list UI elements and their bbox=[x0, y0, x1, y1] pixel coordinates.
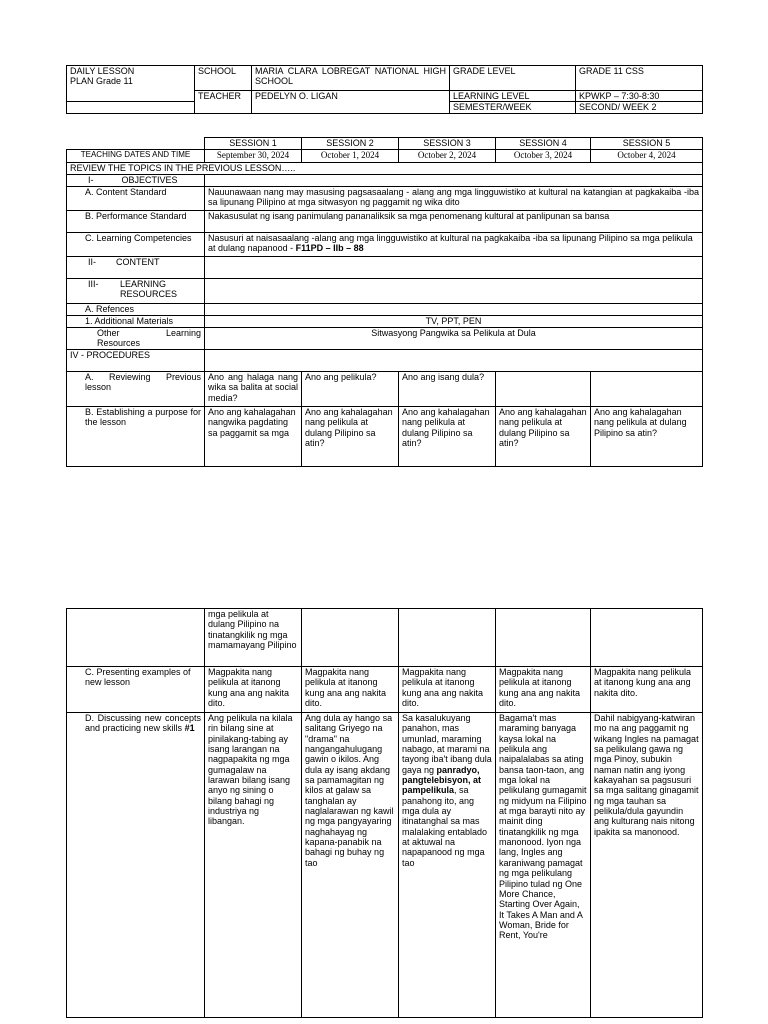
header-table bbox=[66, 65, 703, 114]
refences-label: A. Refences bbox=[67, 304, 205, 316]
lesson-plan-title bbox=[67, 66, 195, 102]
learning-level-label: LEARNING LEVEL bbox=[450, 91, 576, 102]
content-heading bbox=[67, 257, 205, 279]
objectives-num: I- bbox=[88, 175, 94, 185]
objectives-label: OBJECTIVES bbox=[121, 175, 178, 185]
other-resources-label: Other Learning Resources bbox=[67, 328, 205, 350]
lesson-table-page-2 bbox=[66, 608, 703, 1018]
procedures-heading: IV - PROCEDURES bbox=[67, 350, 205, 372]
establishing-label: B. Establishing a purpose for the lesson bbox=[67, 407, 205, 467]
discussing-3-post: , sa panahong ito, ang mga dula ay itinatanghal sa mas malalaking entablado at aktuwal na napapanood ng mga tao bbox=[402, 785, 488, 868]
establishing-session-4: Ano ang kahalagahan nang pelikula at dulang Pilipino sa atin? bbox=[496, 407, 591, 467]
discussing-session-5: Dahil nabigyang-katwiran mo na ang paggamit ng wikang Ingles na pamagat sa pelikulang gawa ng mga Pinoy, subukin naman natin ang iyong kakayahan sa pagsusuri sa mga salitang ginagamit ng mga tauhan sa pelikula/dula gayundin ang kulturang nais nitong ipakita sa manonood. bbox=[591, 713, 703, 1018]
lesson-table-page-1 bbox=[66, 137, 703, 467]
competencies-label: C. Learning Competencies bbox=[67, 233, 205, 257]
session-5-date: October 4, 2024 bbox=[591, 150, 703, 163]
session-2-label: SESSION 2 bbox=[302, 138, 399, 150]
reviewing-session-1: Ano ang halaga nang wika sa balita at social media? bbox=[205, 372, 302, 407]
competencies-code: F11PD – IIb – 88 bbox=[295, 243, 364, 254]
content-label: CONTENT bbox=[116, 257, 160, 267]
establishing-continued-session-5 bbox=[591, 609, 703, 667]
presenting-session-3: Magpakita nang pelikula at itanong kung ana ang nakita dito. bbox=[399, 667, 496, 713]
discussing-num: #1 bbox=[184, 723, 195, 734]
reviewing-label: A. Reviewing Previous lesson bbox=[67, 372, 205, 407]
discussing-session-4: Bagama't mas maraming banyaga kaysa lokal na pelikula ang naipalalabas sa ating bansa taon-taon, ang mga lokal na pelikulang gumagamit ng midyum na Filipino at mga barayti nito ay mainit ding tinatangkilik ng mga manonood. Iyon nga lang, Ingles ang karaniwang pamagat ng mga pelikulang Pilipino tulad ng One More Chance, Starting Over Again, It Takes A Man and A Woman, Bride for Rent, You're bbox=[496, 713, 591, 1018]
discussing-session-2: Ang dula ay hango sa salitang Griyego na "drama" na nangangahulugang gawin o ikilos. Ang dula ay isang akdang sa pamamagitan ng kilos at galaw sa tanghalan ay naglalarawan ng kawil ng mga pangyayaring naghahayag ng kapana-panabik na bahagi ng buhay ng tao bbox=[302, 713, 399, 1018]
competencies-body: Nasusuri at naisasaalang -alang ang mga lingguwistiko at kultural na pagkakaiba -iba sa lipunang Pilipino sa mga pelikula at dulang napanood - bbox=[208, 233, 693, 254]
session-3-label: SESSION 3 bbox=[399, 138, 496, 150]
resources-label: LEARNING RESOURCES bbox=[120, 279, 178, 300]
refences-blank bbox=[205, 304, 703, 316]
establishing-session-5: Ano ang kahalagahan nang pelikula at dulang Pilipino sa atin? bbox=[591, 407, 703, 467]
session-2-date: October 1, 2024 bbox=[302, 150, 399, 163]
resources-blank bbox=[205, 279, 703, 304]
session-4-date: October 3, 2024 bbox=[496, 150, 591, 163]
dates-row bbox=[67, 150, 703, 163]
plan-grade-label: PLAN Grade 11 bbox=[70, 76, 133, 87]
establishing-continued-session-4 bbox=[496, 609, 591, 667]
learning-level-value: KPWKP – 7:30-8:30 bbox=[576, 91, 703, 102]
content-standard-text: Nauunawaan nang may masusing pagsasaalang - alang ang mga lingguwistiko at kultural na katangian at pagkakaiba -iba sa lipunang Pilipino at mga sitwasyon ng paggamit ng wika dito bbox=[205, 187, 703, 211]
grade-level-label: GRADE LEVEL bbox=[450, 66, 576, 91]
reviewing-session-2: Ano ang pelikula? bbox=[302, 372, 399, 407]
teacher-value: PEDELYN O. LIGAN bbox=[252, 91, 450, 114]
semester-label: SEMESTER/WEEK bbox=[450, 102, 576, 113]
empty-corner bbox=[67, 138, 205, 150]
competencies-text bbox=[205, 233, 703, 257]
reviewing-session-5 bbox=[591, 372, 703, 407]
school-value: MARIA CLARA LOBREGAT NATIONAL HIGH SCHOOL bbox=[252, 66, 450, 91]
presenting-session-5: Magpakita nang pelikula at itanong kung ana ang nakita dito. bbox=[591, 667, 703, 713]
establishing-session-1: Ano ang kahalagahan nangwika pagdating sa paggamit sa mga bbox=[205, 407, 302, 467]
content-num: II- bbox=[88, 257, 96, 267]
content-standard-label: A. Content Standard bbox=[67, 187, 205, 211]
grade-level-value: GRADE 11 CSS bbox=[576, 66, 703, 91]
objectives-heading bbox=[67, 175, 205, 187]
discussing-label bbox=[67, 713, 205, 1018]
session-5-label: SESSION 5 bbox=[591, 138, 703, 150]
reviewing-session-4 bbox=[496, 372, 591, 407]
discussing-label-text: D. Discussing new concepts and practicing new skills bbox=[85, 713, 201, 734]
review-topics: REVIEW THE TOPICS IN THE PREVIOUS LESSON….. bbox=[67, 163, 703, 175]
performance-standard-text: Nakasusulat ng isang panimulang pananaliksik sa mga penomenang kultural at panlipunan sa bansa bbox=[205, 211, 703, 233]
header-blank-cell bbox=[67, 102, 195, 113]
other-resources-value: Sitwasyong Pangwika sa Pelikula at Dula bbox=[205, 328, 703, 350]
presenting-label: C. Presenting examples of new lesson bbox=[67, 667, 205, 713]
reviewing-session-3: Ano ang isang dula? bbox=[399, 372, 496, 407]
discussing-3-bold: panradyo, pangtelebisyon, at pampelikula bbox=[402, 764, 482, 796]
establishing-continued-session-1: mga pelikula at dulang Pilipino na tinatangkilik ng mga mamamayang Pilipino bbox=[205, 609, 302, 667]
discussing-3-pre: Sa kasalukuyang panahon, mas umunlad, maraming nabago, at marami na tayong iba't ibang dula gaya ng bbox=[402, 713, 492, 775]
establishing-continued-session-3 bbox=[399, 609, 496, 667]
objectives-blank bbox=[205, 175, 703, 187]
establishing-continued-label bbox=[67, 609, 205, 667]
discussing-session-1: Ang pelikula na kilala rin bilang sine at pinilakang-tabing ay isang larangan na nagpapakita ng mga gumagalaw na larawan bilang isang anyo ng sining o bilang bahagi ng industriya ng libangan. bbox=[205, 713, 302, 1018]
establishing-continued-session-2 bbox=[302, 609, 399, 667]
resources-num: III- bbox=[88, 279, 99, 289]
performance-standard-label: B. Performance Standard bbox=[67, 211, 205, 233]
semester-value: SECOND/ WEEK 2 bbox=[576, 102, 703, 113]
procedures-blank bbox=[205, 350, 703, 372]
teaching-dates-label: TEACHING DATES AND TIME bbox=[67, 150, 205, 163]
presenting-session-4: Magpakita nang pelikula at itanong kung ana ang nakita dito. bbox=[496, 667, 591, 713]
session-3-date: October 2, 2024 bbox=[399, 150, 496, 163]
school-label: SCHOOL bbox=[195, 66, 252, 91]
establishing-session-2: Ano ang kahalagahan nang pelikula at dulang Pilipino sa atin? bbox=[302, 407, 399, 467]
discussing-session-3 bbox=[399, 713, 496, 1018]
resources-heading bbox=[67, 279, 205, 304]
additional-materials-value: TV, PPT, PEN bbox=[205, 316, 703, 328]
content-blank bbox=[205, 257, 703, 279]
session-row bbox=[67, 138, 703, 150]
session-1-label: SESSION 1 bbox=[205, 138, 302, 150]
session-1-date: September 30, 2024 bbox=[205, 150, 302, 163]
presenting-session-1: Magpakita nang pelikula at itanong kung ana ang nakita dito. bbox=[205, 667, 302, 713]
daily-lesson-label: DAILY LESSON bbox=[70, 66, 135, 76]
presenting-session-2: Magpakita nang pelikula at itanong kung ana ang nakita dito. bbox=[302, 667, 399, 713]
session-4-label: SESSION 4 bbox=[496, 138, 591, 150]
additional-materials-label: 1. Additional Materials bbox=[67, 316, 205, 328]
establishing-session-3: Ano ang kahalagahan nang pelikula at dulang Pilipino sa atin? bbox=[399, 407, 496, 467]
teacher-label: TEACHER bbox=[195, 91, 252, 114]
